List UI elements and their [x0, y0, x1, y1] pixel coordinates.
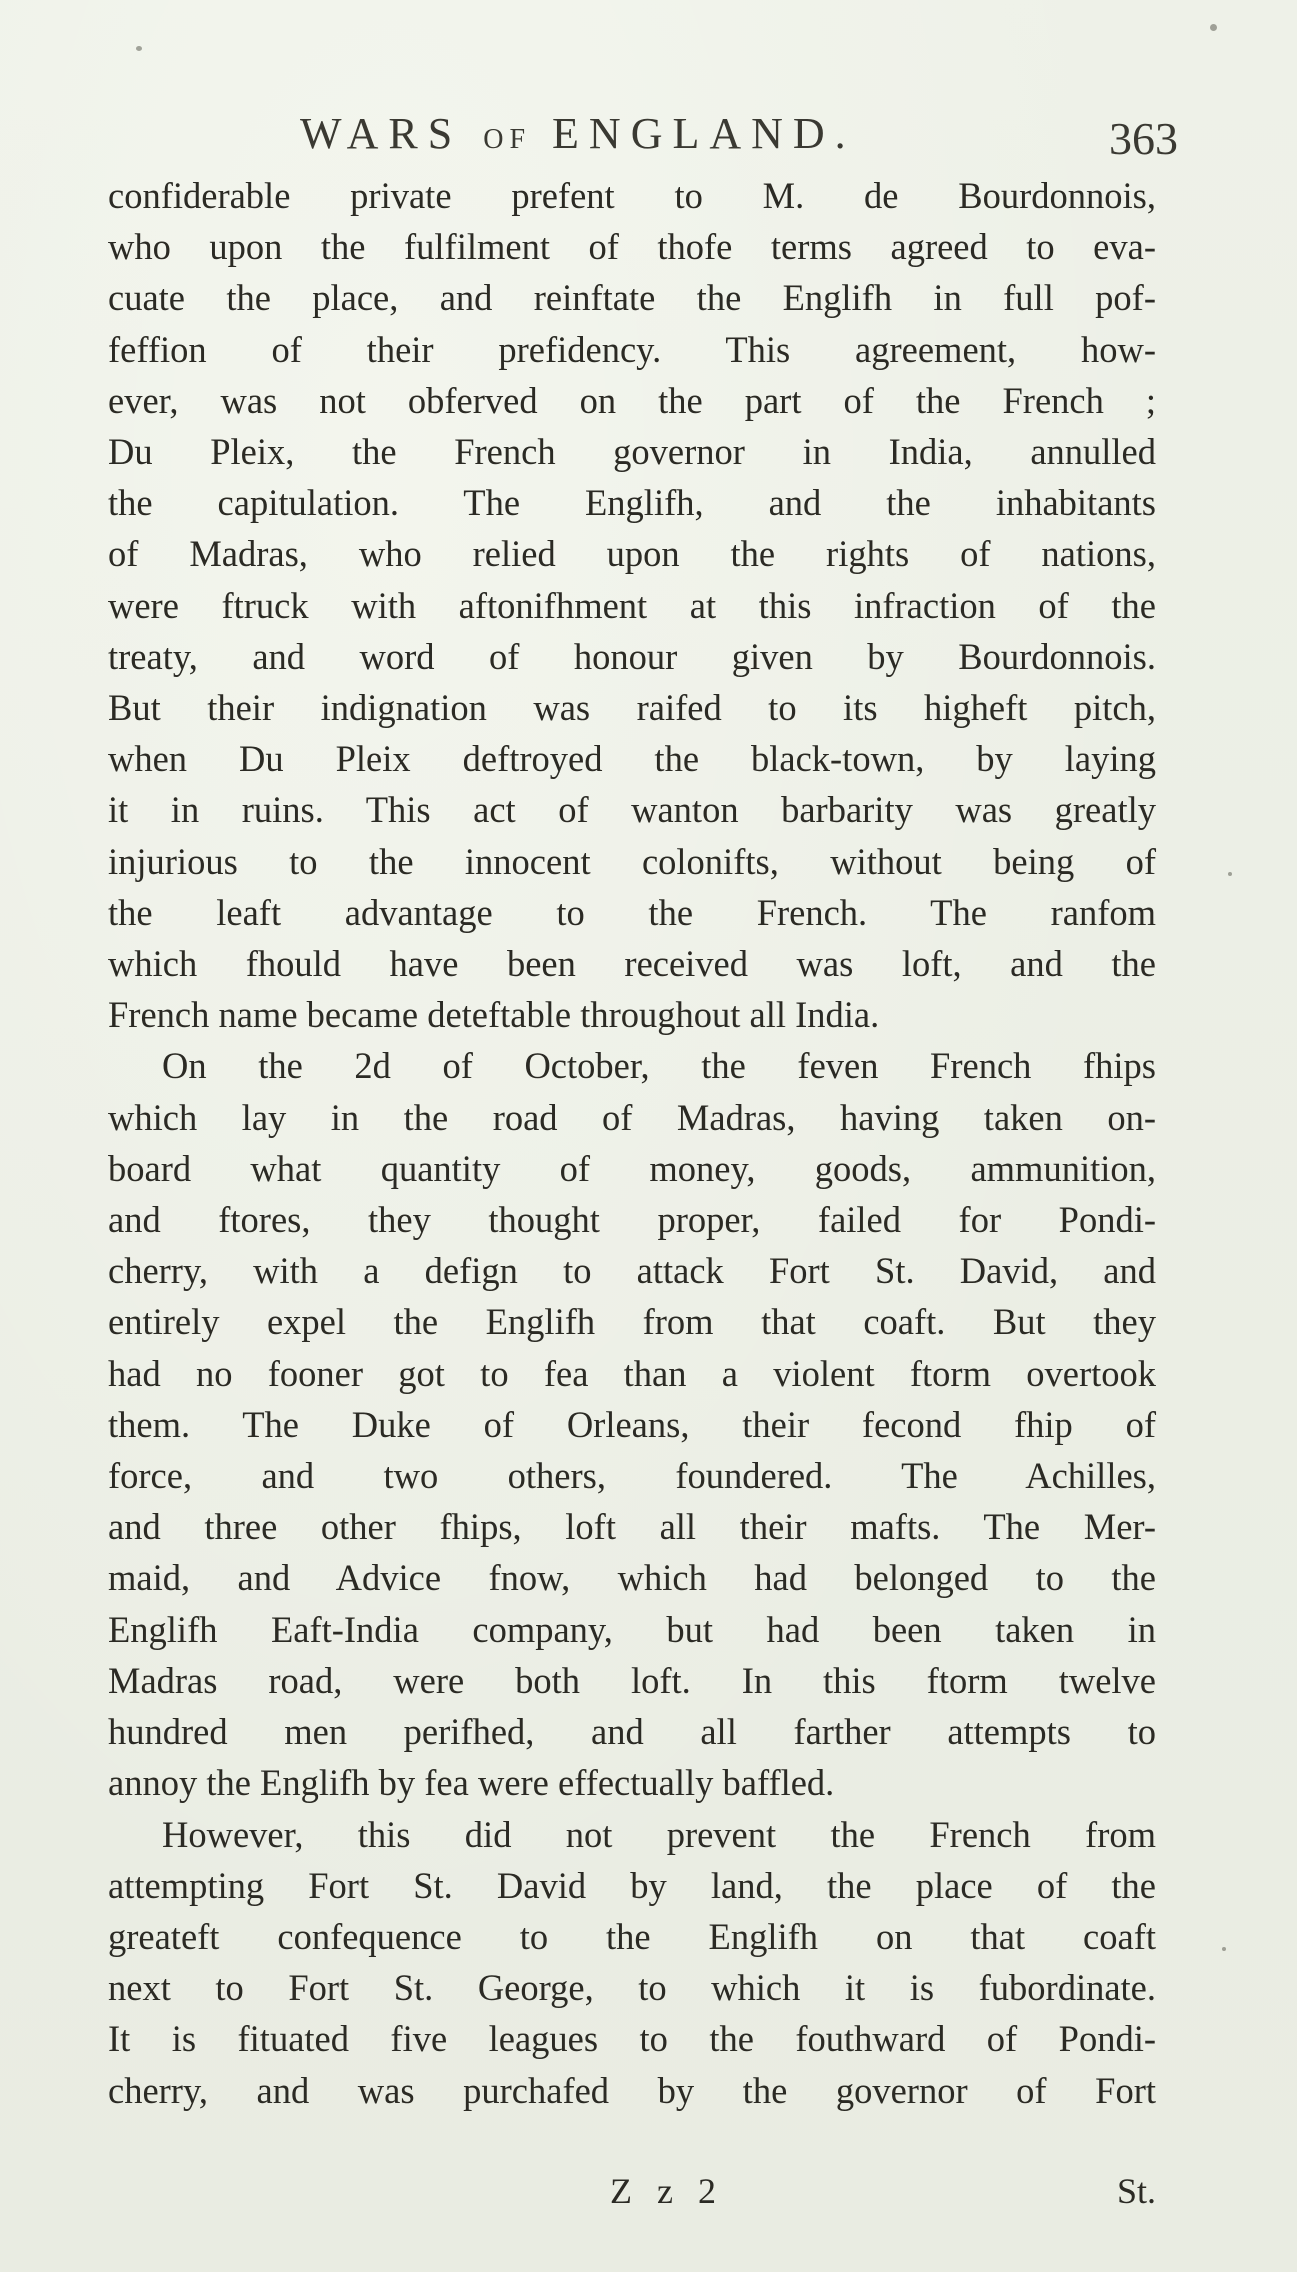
- text-line: hundred men perifhed, and all farther attempts to: [108, 1711, 1156, 1753]
- text-line: injurious to the innocent colonifts, without being of: [108, 840, 1156, 882]
- running-title: [300, 108, 856, 159]
- text-line: Madras road, were both loft. In this ftorm twelve: [108, 1659, 1156, 1701]
- page-number: 363: [1109, 113, 1178, 164]
- text-line: which fhould have been received was loft, and the: [108, 943, 1156, 985]
- text-line: cherry, and was purchafed by the governor of Fort: [108, 2069, 1156, 2111]
- paragraph-container: [108, 170, 1156, 2116]
- text-line: it in ruins. This act of wanton barbarity was greatly: [108, 789, 1156, 831]
- text-line: It is fituated five leagues to the fouthward of Pondi-: [108, 2018, 1156, 2060]
- text-line: had no fooner got to fea than a violent ftorm overtook: [108, 1352, 1156, 1394]
- text-line: But their indignation was raifed to its higheft pitch,: [108, 687, 1156, 729]
- text-line: next to Fort St. George, to which it is fubordinate.: [108, 1967, 1156, 2009]
- text-line: However, this did not prevent the French from: [162, 1813, 1156, 1855]
- text-line: confiderable private prefent to M. de Bourdonnois,: [108, 175, 1156, 216]
- text-line: cuate the place, and reinftate the Englifh in full pof-: [108, 277, 1156, 319]
- text-line: and ftores, they thought proper, failed for Pondi-: [108, 1199, 1156, 1241]
- text-line: treaty, and word of honour given by Bourdonnois.: [108, 635, 1156, 677]
- text-line: annoy the Englifh by fea were effectually baffled.: [108, 1762, 835, 1804]
- text-line: feffion of their prefidency. This agreement, how-: [108, 328, 1156, 370]
- text-line: cherry, with a defign to attack Fort St. David, and: [108, 1250, 1156, 1292]
- ink-speck: [1222, 1947, 1226, 1951]
- text-line: entirely expel the Englifh from that coaft. But they: [108, 1301, 1156, 1343]
- ink-speck: [1210, 24, 1217, 31]
- text-line: who upon the fulfilment of thofe terms agreed to eva-: [108, 226, 1156, 268]
- text-line: of Madras, who relied upon the rights of nations,: [108, 533, 1156, 575]
- running-title-word-2: OF: [483, 124, 532, 155]
- text-line: when Du Pleix deftroyed the black-town, by laying: [108, 738, 1156, 780]
- body-text: [108, 170, 1156, 2116]
- running-title-word-1: WARS: [300, 109, 463, 158]
- ink-speck: [1228, 872, 1232, 876]
- text-line: Du Pleix, the French governor in India, annulled: [108, 431, 1156, 473]
- text-line: the capitulation. The Englifh, and the inhabitants: [108, 482, 1156, 524]
- text-line: ever, was not obferved on the part of the French ;: [108, 379, 1156, 421]
- text-line: force, and two others, foundered. The Achilles,: [108, 1455, 1156, 1497]
- text-line: the leaft advantage to the French. The ranfom: [108, 891, 1156, 933]
- text-line: French name became deteftable throughout all India.: [108, 994, 880, 1036]
- footer-line: [108, 2170, 1156, 2220]
- ink-speck: [136, 46, 142, 51]
- running-title-word-3: ENGLAND.: [552, 109, 856, 158]
- text-line: were ftruck with aftonifhment at this infraction of the: [108, 584, 1156, 626]
- text-line: board what quantity of money, goods, ammunition,: [108, 1147, 1156, 1189]
- text-line: which lay in the road of Madras, having taken on-: [108, 1096, 1156, 1138]
- text-line: On the 2d of October, the feven French fhips: [162, 1045, 1156, 1087]
- signature-mark: Z z 2: [610, 2171, 724, 2211]
- text-line: them. The Duke of Orleans, their fecond fhip of: [108, 1403, 1156, 1445]
- text-line: maid, and Advice fnow, which had belonged to the: [108, 1557, 1156, 1599]
- text-line: Englifh Eaft-India company, but had been taken in: [108, 1608, 1156, 1650]
- running-head: [300, 108, 1200, 168]
- text-line: attempting Fort St. David by land, the place of the: [108, 1864, 1156, 1906]
- catchword: St.: [1116, 2171, 1156, 2211]
- text-line: greateft confequence to the Englifh on that coaft: [108, 1915, 1156, 1957]
- text-line: and three other fhips, loft all their mafts. The Mer-: [108, 1506, 1156, 1548]
